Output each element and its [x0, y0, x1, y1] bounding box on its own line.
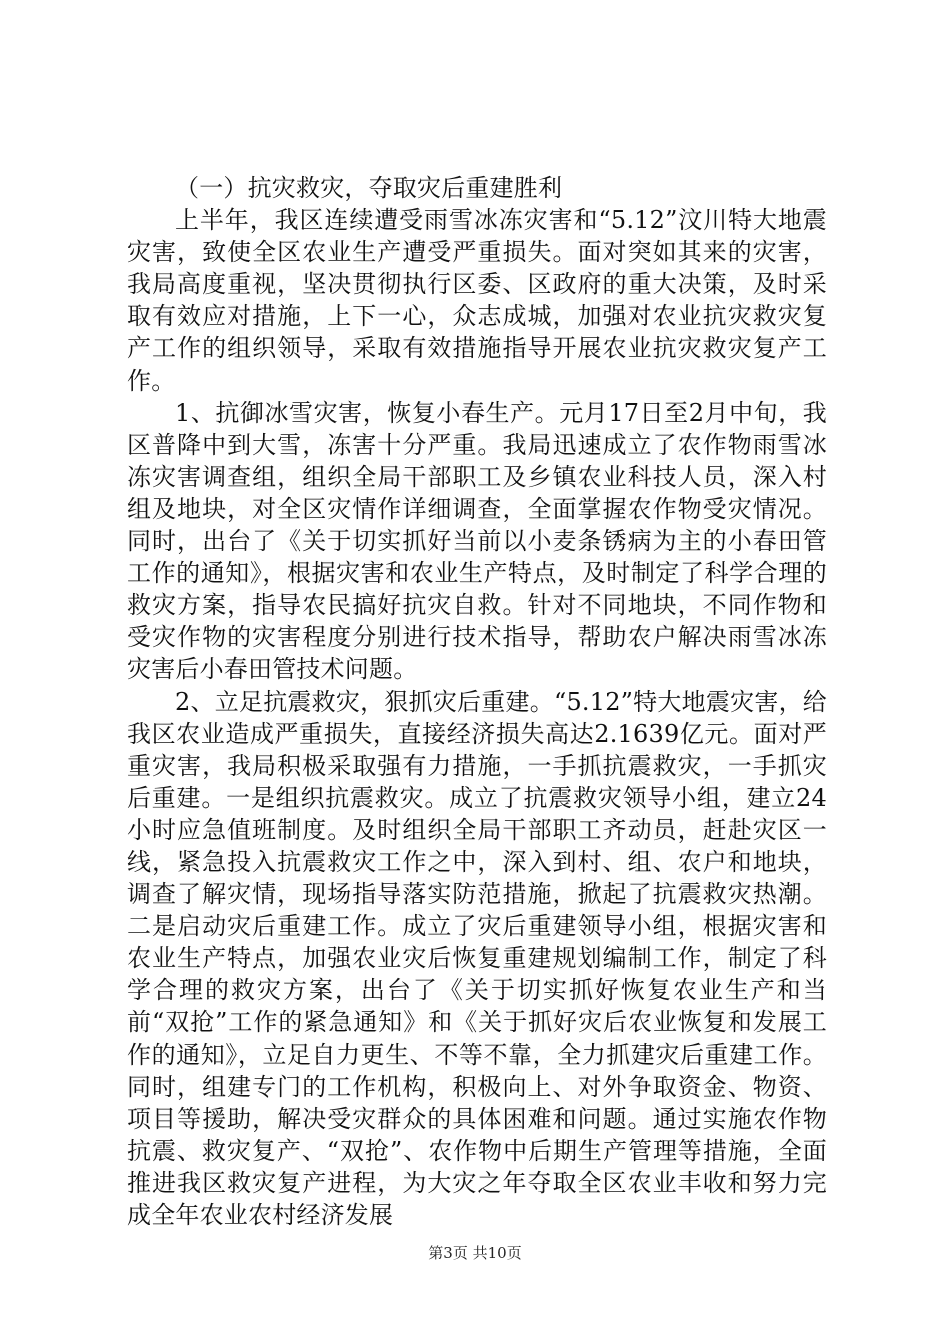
document-body [127, 172, 827, 1231]
paragraph-snow-disaster: 1、抗御冰雪灾害，恢复小春生产。元月17日至2月中旬，我区普降中到大雪，冻害十分严重。我局迅速成立了农作物雨雪冰冻灾害调查组，组织全局干部职工及乡镇农业科技人员，深入村组及地块，对全区灾情作详细调查，全面掌握农作物受灾情况。同时，出台了《关于切实抓好当前以小麦条锈病为主的小春田管工作的通知》，根据灾害和农业生产特点，及时制定了科学合理的救灾方案，指导农民搞好抗灾自救。针对不同地块，不同作物和受灾作物的灾害程度分别进行技术指导，帮助农户解决雨雪冰冻灾害后小春田管技术问题。 [127, 398, 827, 684]
paragraph-earthquake-relief: 2、立足抗震救灾，狠抓灾后重建。“5.12”特大地震灾害，给我区农业造成严重损失，直接经济损失高达2.1639亿元。面对严重灾害，我局积极采取强有力措施，一手抓抗震救灾，一手抓灾后重建。一是组织抗震救灾。成立了抗震救灾领导小组，建立24小时应急值班制度。及时组织全局干部职工齐动员，赶赴灾区一线，紧急投入抗震救灾工作之中，深入到村、组、农户和地块，调查了解灾情，现场指导落实防范措施，掀起了抗震救灾热潮。二是启动灾后重建工作。成立了灾后重建领导小组，根据灾害和农业生产特点，加强农业灾后恢复重建规划编制工作，制定了科学合理的救灾方案，出台了《关于切实抓好恢复农业生产和当前“双抢”工作的紧急通知》和《关于抓好灾后农业恢复和发展工作的通知》，立足自力更生、不等不靠，全力抓建灾后重建工作。同时，组建专门的工作机构，积极向上、对外争取资金、物资、项目等援助，解决受灾群众的具体困难和问题。通过实施农作物抗震、救灾复产、“双抢”、农作物中后期生产管理等措施，全面推进我区救灾复产进程，为大灾之年夺取全区农业丰收和努力完成全年农业农村经济发展 [127, 687, 827, 1229]
section-heading: （一）抗灾救灾，夺取灾后重建胜利 [175, 174, 563, 202]
paragraph-intro: 上半年，我区连续遭受雨雪冰冻灾害和“5.12”汶川特大地震灾害，致使全区农业生产遭受严重损失。面对突如其来的灾害，我局高度重视，坚决贯彻执行区委、区政府的重大决策，及时采取有效应对措施，上下一心，众志成城，加强对农业抗灾救灾复产工作的组织领导，采取有效措施指导开展农业抗灾救灾复产工作。 [127, 206, 827, 395]
page-footer: 第3页 共10页 [428, 1244, 522, 1262]
